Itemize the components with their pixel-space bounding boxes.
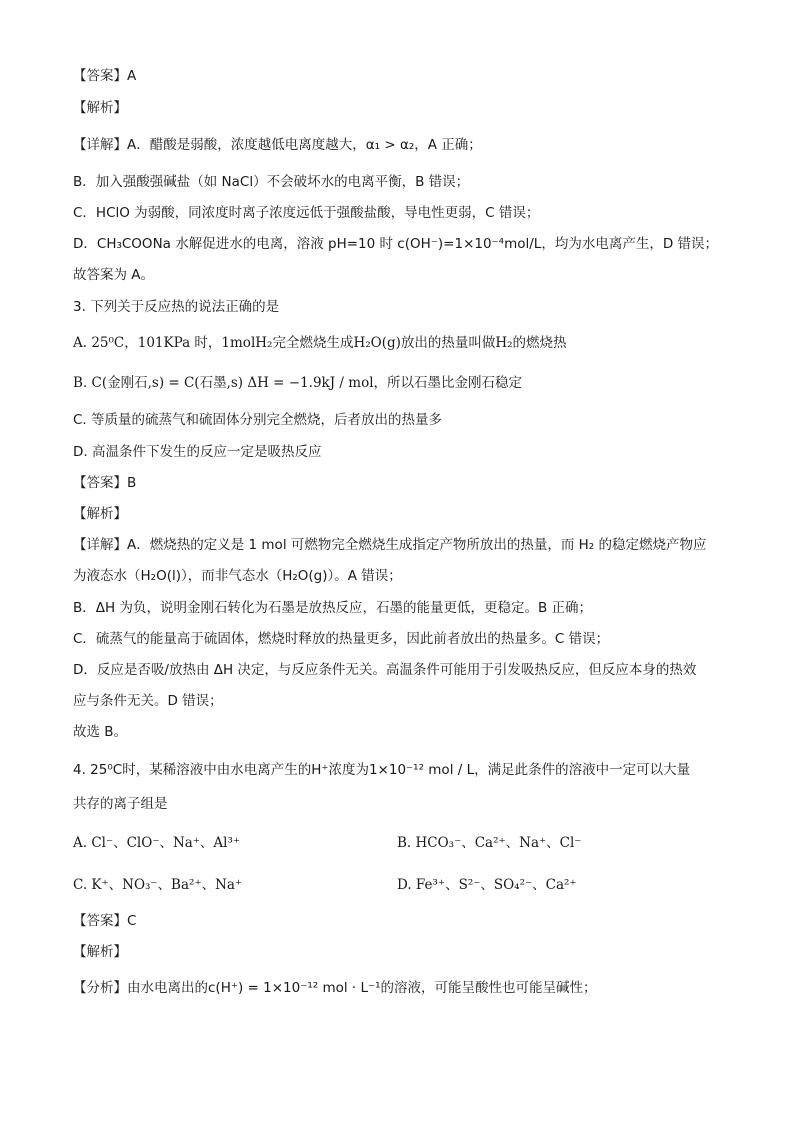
answer-label: 【答案】B xyxy=(73,475,137,491)
question-4-option-b: B. HCO₃⁻、Ca²⁺、Na⁺、Cl⁻ xyxy=(397,835,582,851)
question-4-option-d: D. Fe³⁺、S²⁻、SO₄²⁻、Ca²⁺ xyxy=(397,877,577,893)
conclusion-text: 故答案为 A。 xyxy=(73,267,155,283)
question-3-stem: 3. 下列关于反应热的说法正确的是 xyxy=(73,299,280,315)
conclusion-text: 故选 B。 xyxy=(73,724,128,740)
detail-text: B．ΔH 为负，说明金刚石转化为石墨是放热反应，石墨的能量更低，更稳定。B 正确； xyxy=(73,600,592,616)
answer-label: 【答案】C xyxy=(73,913,137,929)
question-3-option-b: B. C(金刚石,s) = C(石墨,s) ΔH = −1.9kJ / mol，所以石墨比金刚石稳定 xyxy=(73,375,523,391)
detail-text: D．CH₃COONa 水解促进水的电离，溶液 pH=10 时 c(OH⁻)=1×10⁻⁴mol/L，均为水电离产生，D 错误； xyxy=(73,236,719,252)
analysis-label: 【解析】 xyxy=(73,506,127,522)
analysis-label: 【解析】 xyxy=(73,100,127,116)
analysis-label: 【解析】 xyxy=(73,944,127,960)
question-3-option-c: C. 等质量的硫蒸气和硫固体分别完全燃烧，后者放出的热量多 xyxy=(73,412,443,428)
detail-text: B．加入强酸强碱盐（如 NaCl）不会破坏水的电离平衡，B 错误； xyxy=(73,174,470,190)
detail-text: D．反应是否吸/放热由 ΔH 决定，与反应条件无关。高温条件可能用于引发吸热反应，但反应本身的热效 xyxy=(73,662,697,678)
detail-text: C．HClO 为弱酸，同浓度时离子浓度远低于强酸盐酸，导电性更弱，C 错误； xyxy=(73,205,540,221)
question-3-option-d: D. 高温条件下发生的反应一定是吸热反应 xyxy=(73,444,322,460)
detail-text: 为液态水（H₂O(l)），而非气态水（H₂O(g)）。A 错误； xyxy=(73,568,402,584)
detail-text: 应与条件无关。D 错误； xyxy=(73,693,223,709)
question-3-option-a: A. 25⁰C，101KPa 时，1molH₂完全燃烧生成H₂O(g)放出的热量叫做H₂的燃烧热 xyxy=(73,335,567,351)
answer-label: 【答案】A xyxy=(73,68,137,84)
question-4-stem: 4. 25⁰C时，某稀溶液中由水电离产生的H⁺浓度为1×10⁻¹² mol / L，满足此条件的溶液中一定可以大量 xyxy=(73,762,691,778)
analysis-text: 【分析】由水电离出的c(H⁺) = 1×10⁻¹² mol · L⁻¹的溶液，可能呈酸性也可能呈碱性； xyxy=(73,980,597,996)
question-4-stem: 共存的离子组是 xyxy=(73,796,168,812)
detail-text: 【详解】A．醋酸是弱酸，浓度越低电离度越大，α₁ > α₂，A 正确； xyxy=(73,137,482,153)
question-4-option-a: A. Cl⁻、ClO⁻、Na⁺、Al³⁺ xyxy=(73,835,241,851)
question-4-option-c: C. K⁺、NO₃⁻、Ba²⁺、Na⁺ xyxy=(73,877,243,893)
detail-text: 【详解】A．燃烧热的定义是 1 mol 可燃物完全燃烧生成指定产物所放出的热量，而 H₂ 的稳定燃烧产物应 xyxy=(73,537,707,553)
detail-text: C．硫蒸气的能量高于硫固体，燃烧时释放的热量更多，因此前者放出的热量多。C 错误； xyxy=(73,631,610,647)
